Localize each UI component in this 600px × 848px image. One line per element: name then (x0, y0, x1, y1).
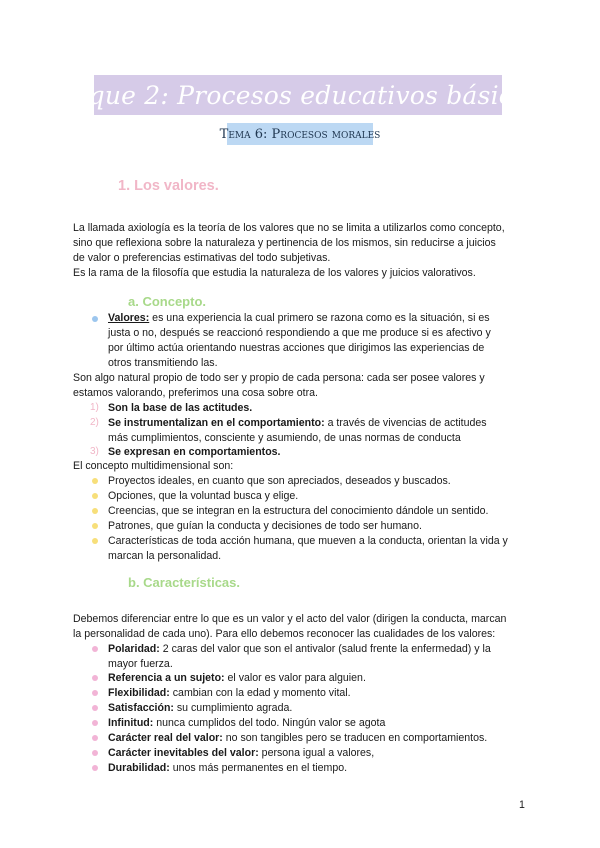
valores-line: por último actúa orientando nuestras acciones que dirigimos las experiencias de (108, 342, 485, 354)
valores-line: otros transmitiendo las. (108, 357, 218, 369)
quality-item: Polaridad: 2 caras del valor que son el antivalor (salud frente la enfermedad) y la mayor fuerza. (108, 643, 491, 670)
bullet-icon (92, 538, 98, 544)
valores-definition (108, 311, 528, 371)
numbered-item: Se expresan en comportamientos. (108, 446, 281, 458)
quality-item: Durabilidad: unos más permanentes en el tiempo. (108, 762, 348, 774)
list-item: Patrones, que guían la conducta y decisiones de todo ser humano. (108, 520, 422, 532)
natural-line: Son algo natural propio de todo ser y propio de cada persona: cada ser posee valores y (73, 372, 485, 384)
list-number: 1) (90, 402, 99, 413)
natural-line: estamos valorando, preferimos una cosa sobre otra. (73, 387, 318, 399)
numbered-item: Son la base de las actitudes. (108, 402, 253, 414)
title-banner (46, 75, 550, 115)
quality-item: Carácter inevitables del valor: persona igual a valores, (108, 747, 375, 759)
subheading-caracteristicas: b. Características. (128, 575, 241, 590)
page-number: 1 (519, 799, 525, 811)
intro-line: La llamada axiología es la teoría de los valores que no se limita a utilizarlos como concepto, (73, 222, 505, 234)
bullet-icon (92, 508, 98, 514)
section-heading-valores: 1. Los valores. (118, 178, 219, 194)
bullet-icon (92, 493, 98, 499)
intro-line: de valor o preferencias estimativas del todo subjetivas. (73, 252, 331, 264)
list-item: Características de toda acción humana, que mueven a la conducta, orientan la vida y marcan la personalidad. (108, 535, 508, 562)
list-item: Proyectos ideales, en cuanto que son apreciados, deseados y buscados. (108, 475, 451, 487)
page-title: Bloque 2: Procesos educativos básicos. (46, 80, 550, 110)
multidimensional-intro: El concepto multidimensional son: (73, 460, 234, 472)
intro-paragraph (73, 221, 528, 266)
bullet-icon (92, 646, 98, 652)
quality-item: Carácter real del valor: no son tangibles pero se traducen en comportamientos. (108, 732, 488, 744)
bullet-icon (92, 720, 98, 726)
valores-text: es una experiencia la cual primero se razona como es la situación, si es (149, 312, 490, 324)
valores-label: Valores: (108, 312, 150, 324)
quality-item: Satisfacción: su cumplimiento agrada. (108, 702, 293, 714)
quality-item: Flexibilidad: cambian con la edad y momento vital. (108, 687, 351, 699)
list-number: 3) (90, 446, 99, 457)
bullet-icon (92, 675, 98, 681)
bullet-icon (92, 478, 98, 484)
natural-paragraph (73, 371, 528, 401)
subheading-concepto: a. Concepto. (128, 294, 207, 309)
bullet-icon (92, 735, 98, 741)
quality-item: Infinitud: nunca cumplidos del todo. Ningún valor se agota (108, 717, 386, 729)
bullet-icon (92, 705, 98, 711)
bullet-icon (92, 750, 98, 756)
caracteristicas-intro: Debemos diferenciar entre lo que es un valor y el acto del valor (dirigen la conducta, marcan la personalidad de cada uno). Para ello debemos reconocer las cualidades de los valores: (73, 613, 507, 640)
subtitle-banner (219, 123, 381, 145)
valores-line: justa o no, después se reaccionó respondiendo a que me produce si es afectivo y (108, 327, 491, 339)
list-item: Opciones, que la voluntad busca y elige. (108, 490, 299, 502)
bullet-icon (92, 523, 98, 529)
bullet-icon (92, 765, 98, 771)
intro-line: sino que reflexiona sobre la naturaleza y pertinencia de los mismos, sin reducirse a juicios (73, 237, 496, 249)
list-number: 2) (90, 417, 99, 428)
list-item: Creencias, que se integran en la estructura del conocimiento dándole un sentido. (108, 505, 489, 517)
page-subtitle: Tema 6: Procesos morales (219, 126, 381, 142)
quality-item: Referencia a un sujeto: el valor es valor para alguien. (108, 672, 366, 684)
bullet-icon (92, 316, 98, 322)
bullet-icon (92, 690, 98, 696)
numbered-item: Se instrumentalizan en el comportamiento: a través de vivencias de actitudes más cumplimientos, consciente y asumiendo, de unas normas de conducta (108, 417, 487, 444)
intro-last-line: Es la rama de la filosofía que estudia la naturaleza de los valores y juicios valorativos. (73, 267, 476, 279)
